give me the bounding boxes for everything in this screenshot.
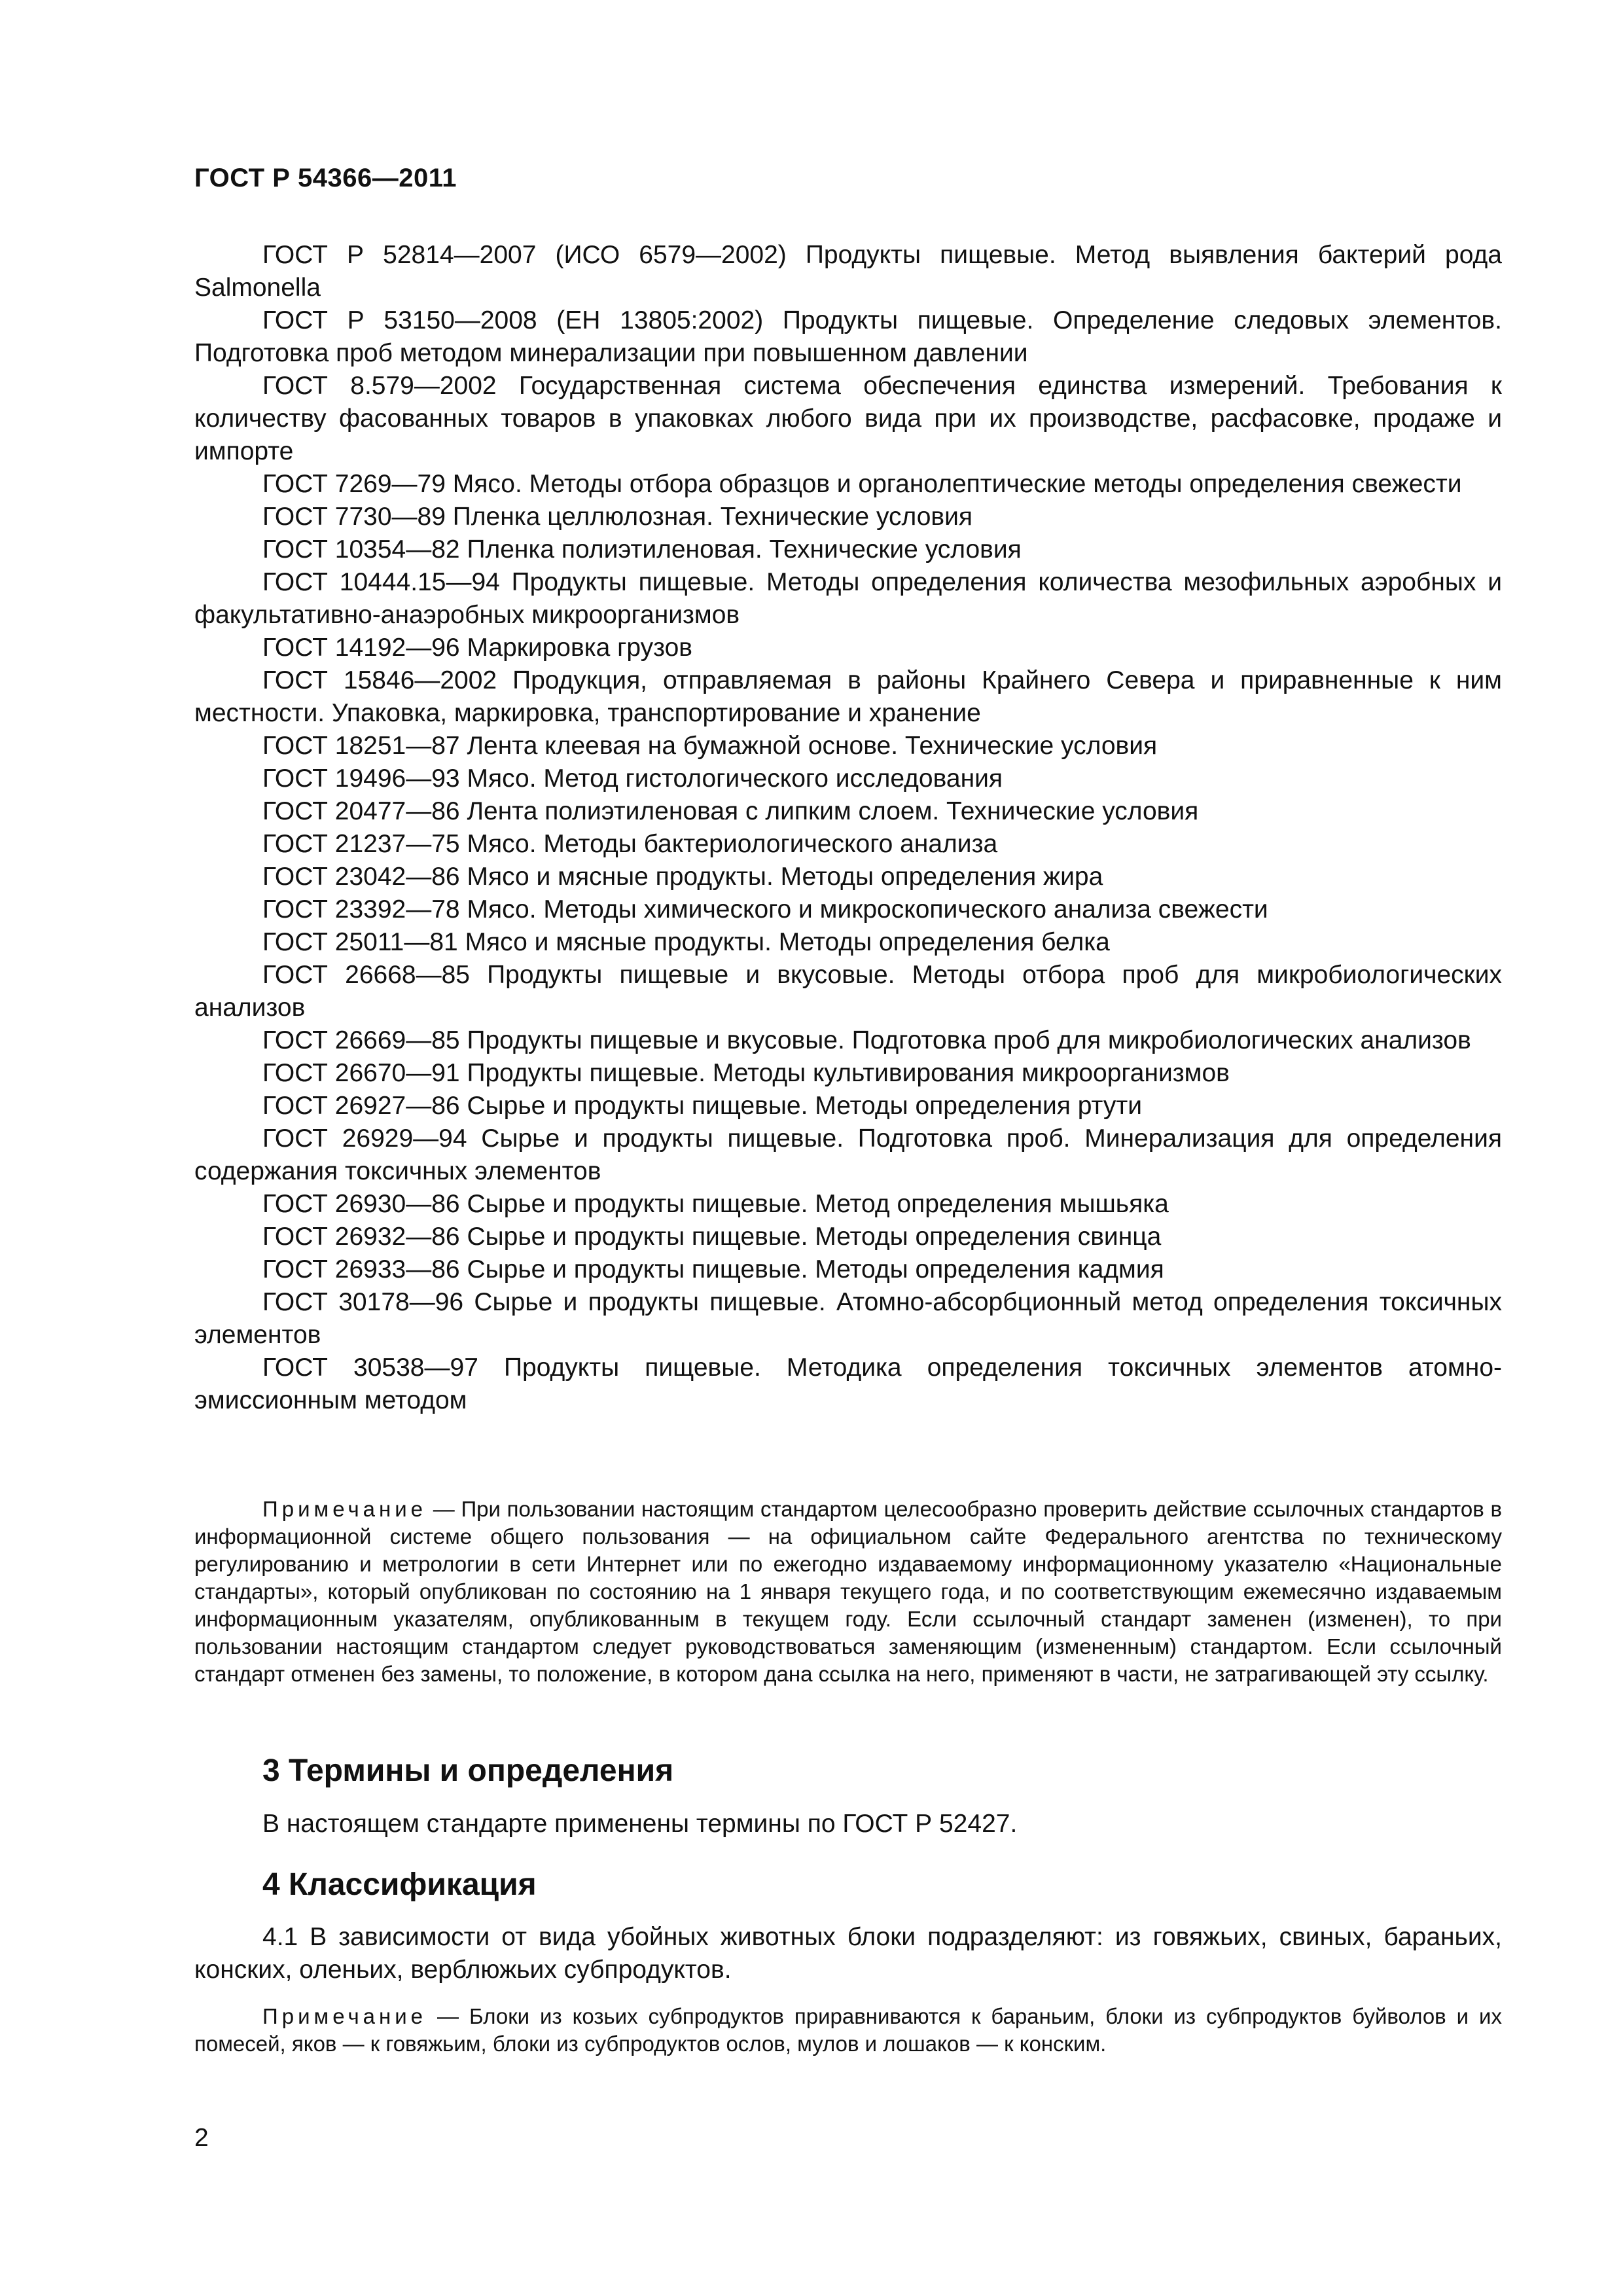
reference-item: ГОСТ 26927—86 Сырье и продукты пищевые. Методы определения ртути bbox=[262, 1092, 1142, 1120]
reference-item: ГОСТ Р 53150—2008 (ЕН 13805:2002) Продукты пищевые. Определение следовых элементов. Подготовка проб методом минерализации при повышенном давлении bbox=[194, 306, 1502, 367]
reference-item: ГОСТ 7269—79 Мясо. Методы отбора образцов и органолептические методы определения свежести bbox=[262, 470, 1462, 498]
reference-item: ГОСТ 20477—86 Лента полиэтиленовая с липким слоем. Технические условия bbox=[262, 797, 1199, 825]
reference-item: ГОСТ 15846—2002 Продукция, отправляемая в районы Крайнего Севера и приравненные к ним местности. Упаковка, маркировка, транспортирование и хранение bbox=[194, 666, 1502, 727]
reference-item: ГОСТ 26929—94 Сырье и продукты пищевые. Подготовка проб. Минерализация для определения содержания токсичных элементов bbox=[194, 1124, 1502, 1185]
reference-item: ГОСТ 10354—82 Пленка полиэтиленовая. Технические условия bbox=[262, 535, 1022, 564]
note-label: Примечание bbox=[262, 1497, 427, 1521]
reference-item: ГОСТ 23392—78 Мясо. Методы химического и микроскопического анализа свежести bbox=[262, 895, 1268, 924]
reference-item: ГОСТ 8.579—2002 Государственная система обеспечения единства измерений. Требования к количеству фасованных товаров в упаковках любого вида при их производстве, расфасовке, продаже и импорте bbox=[194, 372, 1502, 465]
reference-item: ГОСТ 26670—91 Продукты пищевые. Методы культивирования микроорганизмов bbox=[262, 1059, 1230, 1087]
reference-item: ГОСТ 14192—96 Маркировка грузов bbox=[262, 634, 692, 662]
reference-item: ГОСТ 26930—86 Сырье и продукты пищевые. Метод определения мышьяка bbox=[262, 1190, 1169, 1218]
note-label: Примечание bbox=[262, 2004, 427, 2028]
note-text: — Блоки из козьих субпродуктов приравниваются к бараньим, блоки из субпродуктов буйволов и их помесей, яков — к говяжьим, блоки из субпродуктов ослов, мулов и лошаков — к конским. bbox=[194, 2004, 1502, 2056]
section-3-text: В настоящем стандарте применены термины по ГОСТ Р 52427. bbox=[262, 1810, 1018, 1838]
reference-item: ГОСТ 7730—89 Пленка целлюлозная. Технические условия bbox=[262, 503, 973, 531]
normative-references-list bbox=[194, 239, 1502, 1417]
reference-item: ГОСТ 30178—96 Сырье и продукты пищевые. Атомно-абсорбционный метод определения токсичных элементов bbox=[194, 1288, 1502, 1349]
reference-item: ГОСТ 10444.15—94 Продукты пищевые. Методы определения количества мезофильных аэробных и факультативно-анаэробных микроорганизмов bbox=[194, 568, 1502, 629]
section-4-heading: 4 Классификация bbox=[262, 1867, 537, 1902]
reference-item: ГОСТ 26933—86 Сырье и продукты пищевые. Методы определения кадмия bbox=[262, 1255, 1164, 1283]
reference-item: ГОСТ 23042—86 Мясо и мясные продукты. Методы определения жира bbox=[262, 863, 1103, 891]
section-4-1-text: 4.1 В зависимости от вида убойных животных блоки подразделяют: из говяжьих, свиных, бараньих, конских, оленьих, верблюжьих субпродуктов. bbox=[194, 1923, 1502, 1984]
reference-item: ГОСТ 26932—86 Сырье и продукты пищевые. Методы определения свинца bbox=[262, 1223, 1162, 1251]
references-note bbox=[194, 1496, 1502, 1688]
classification-note bbox=[194, 2003, 1502, 2058]
reference-item: ГОСТ 21237—75 Мясо. Методы бактериологического анализа bbox=[262, 830, 998, 858]
reference-item: ГОСТ 18251—87 Лента клеевая на бумажной основе. Технические условия bbox=[262, 732, 1158, 760]
reference-item: ГОСТ 30538—97 Продукты пищевые. Методика определения токсичных элементов атомно-эмиссионным методом bbox=[194, 1354, 1502, 1414]
reference-item: ГОСТ Р 52814—2007 (ИСО 6579—2002) Продукты пищевые. Метод выявления бактерий рода Salmonella bbox=[194, 241, 1502, 302]
reference-item: ГОСТ 25011—81 Мясо и мясные продукты. Методы определения белка bbox=[262, 928, 1110, 956]
note-text: — При пользовании настоящим стандартом целесообразно проверить действие ссылочных стандартов в информационной системе общего пользования — на официальном сайте Федерального агентства по техническому регулированию и метрологии в сети Интернет или по ежегодно издаваемому информационному указателю «Национальные стандарты», который опубликован по состоянию на 1 января текущего года, и по соответствующим ежемесячно издаваемым информационным указателям, опубликованным в текущем году. Если ссылочный стандарт заменен (изменен), то при пользовании настоящим стандартом следует руководствоваться заменяющим (измененным) стандартом. Если ссылочный стандарт отменен без замены, то положение, в котором дана ссылка на него, применяют в части, не затрагивающей эту ссылку. bbox=[194, 1497, 1502, 1686]
reference-item: ГОСТ 19496—93 Мясо. Метод гистологического исследования bbox=[262, 764, 1003, 793]
reference-item: ГОСТ 26668—85 Продукты пищевые и вкусовые. Методы отбора проб для микробиологических анализов bbox=[194, 961, 1502, 1022]
document-header: ГОСТ Р 54366—2011 bbox=[194, 164, 457, 192]
section-3-heading: 3 Термины и определения bbox=[262, 1753, 674, 1788]
page-number: 2 bbox=[194, 2124, 209, 2152]
reference-item: ГОСТ 26669—85 Продукты пищевые и вкусовые. Подготовка проб для микробиологических анализов bbox=[262, 1026, 1471, 1054]
